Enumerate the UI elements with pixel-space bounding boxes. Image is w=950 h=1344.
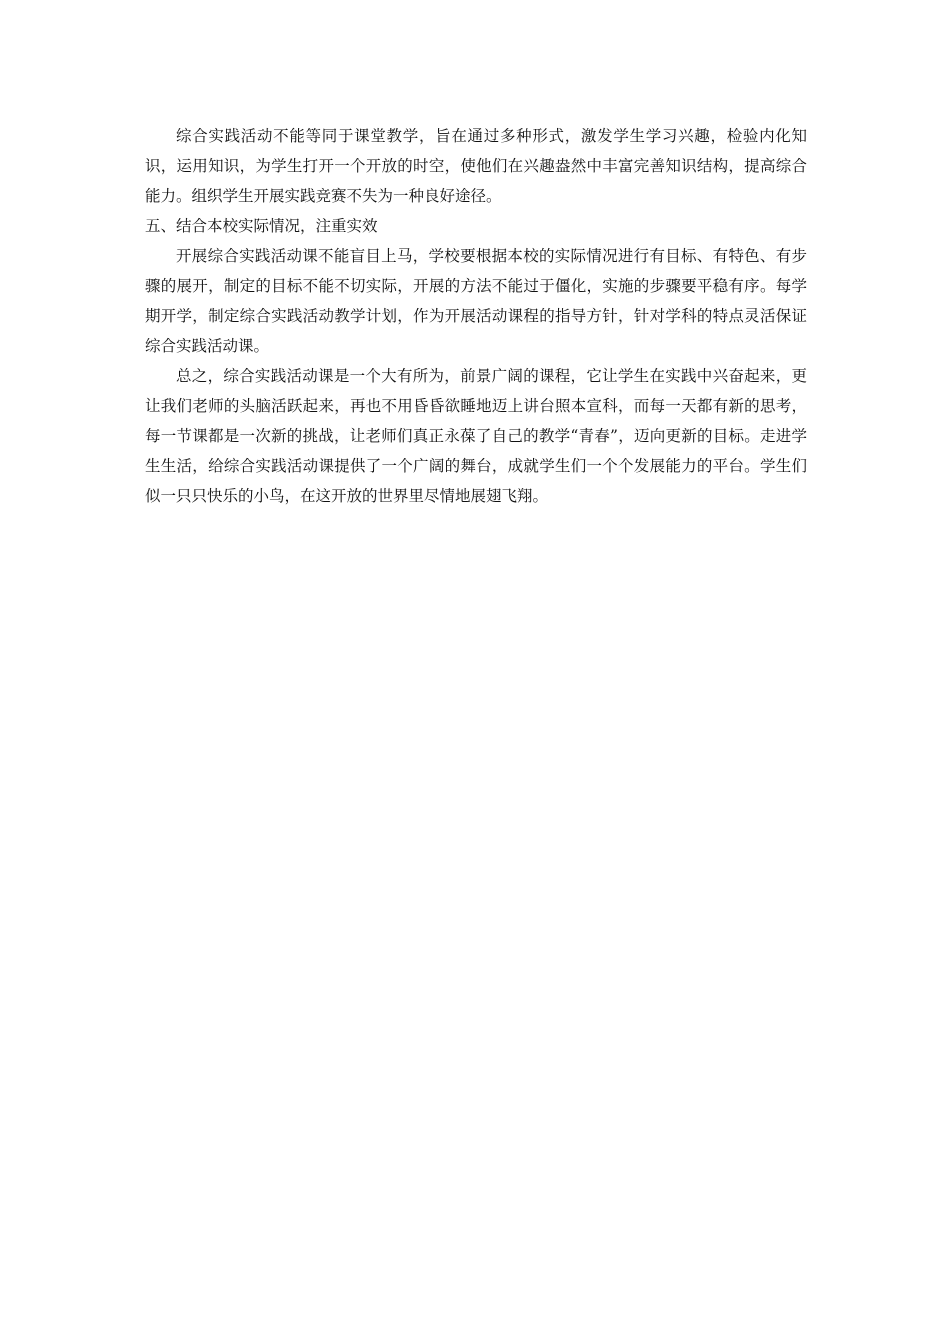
paragraph-conclusion: 总之，综合实践活动课是一个大有所为，前景广阔的课程，它让学生在实践中兴奋起来，更让我们老师的头脑活跃起来，再也不用昏昏欲睡地迈上讲台照本宣科，而每一天都有新的思考，每一节课都是一次新的挑战，让老师们真正永葆了自己的教学“青春”，迈向更新的目标。走进学生生活，给综合实践活动课提供了一个广阔的舞台，成就学生们一个个发展能力的平台。学生们似一只只快乐的小鸟，在这开放的世界里尽情地展翅飞翔。 <box>145 367 807 505</box>
document-page <box>145 121 807 511</box>
section-heading-five: 五、结合本校实际情况，注重实效 <box>145 217 378 235</box>
paragraph-practice-activity: 综合实践活动不能等同于课堂教学，旨在通过多种形式，激发学生学习兴趣，检验内化知识，运用知识，为学生打开一个开放的时空，使他们在兴趣盎然中丰富完善知识结构，提高综合能力。组织学生开展实践竞赛不失为一种良好途径。 <box>145 127 807 205</box>
paragraph-school-situation: 开展综合实践活动课不能盲目上马，学校要根据本校的实际情况进行有目标、有特色、有步骤的展开，制定的目标不能不切实际，开展的方法不能过于僵化，实施的步骤要平稳有序。每学期开学，制定综合实践活动教学计划，作为开展活动课程的指导方针，针对学科的特点灵活保证综合实践活动课。 <box>145 247 807 355</box>
